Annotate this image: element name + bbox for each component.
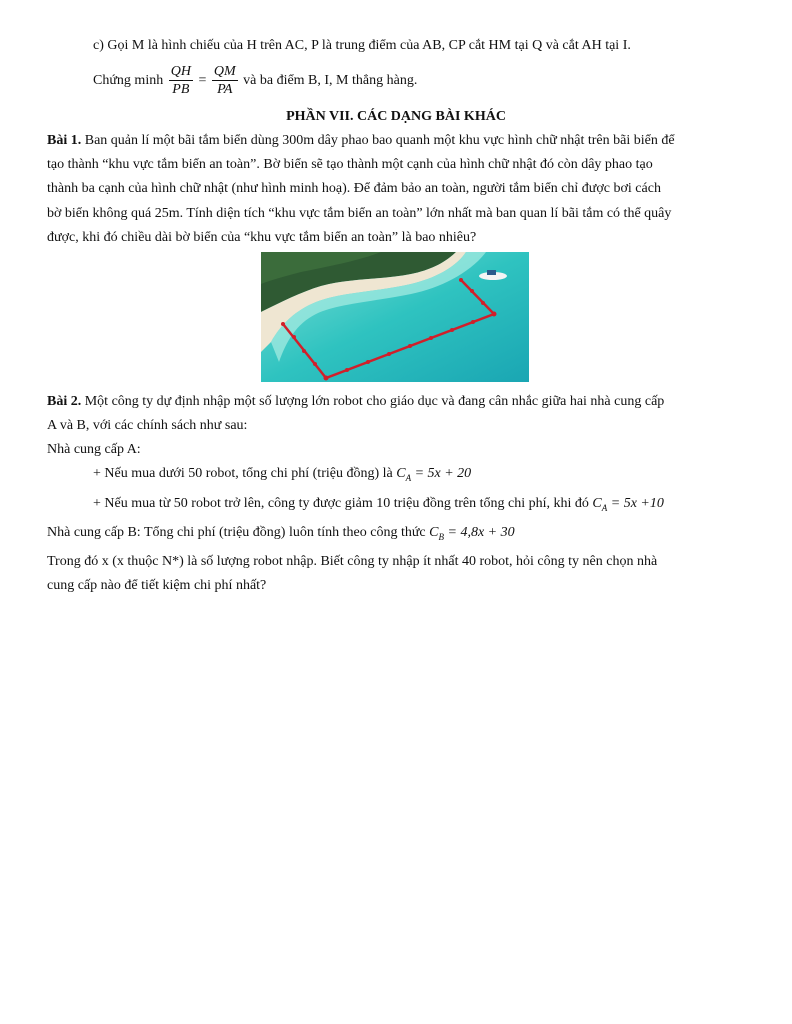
supplier-b-text: Nhà cung cấp B: Tổng chi phí (triệu đồng) luôn tính theo công thức [47,525,426,540]
part-c-line1: c) Gọi M là hình chiếu của H trên AC, P là trung điểm của AB, CP cắt HM tại Q và cắt AH tại I. [93,38,631,53]
bai2-label: Bài 2. [47,394,82,409]
bai1-line2: tạo thành “khu vực tắm biển an toàn”. Bờ biển sẽ tạo thành một cạnh của hình chữ nhật đó còn dây phao tạo [47,157,653,172]
supplier-a-heading: Nhà cung cấp A: [47,442,141,457]
a-rule1-formula: $C_A = 5x + 20$ [396,466,472,483]
frac2-denominator: PA [217,82,233,98]
bai2-line2: A và B, với các chính sách như sau: [47,418,248,433]
fraction-qh-pb [169,63,193,98]
part-c-prove-line [93,62,417,100]
bai1-line5: được, khi đó chiều dài bờ biển của “khu vực tắm biển an toàn” là bao nhiêu? [47,230,477,245]
a-rule2-text: + Nếu mua từ 50 robot trở lên, công ty được giảm 10 triệu đồng trên tổng chi phí, khi đó [93,496,589,511]
beach-illustration [261,252,529,382]
bai1-line1 [47,132,675,150]
frac1-denominator: PB [172,82,190,98]
bai1-line3: thành ba cạnh của hình chữ nhật (như hình minh hoạ). Để đảm bảo an toàn, người tắm biển chỉ được bơi cách [47,181,661,196]
supplier-a-rule2 [93,495,664,517]
frac2-numerator: QM [213,64,236,80]
a-rule2-formula: $C_A = 5x +10$ [592,496,664,513]
bai1-line4: bờ biển không quá 25m. Tính diện tích “khu vực tắm biển an toàn” lớn nhất mà ban quan lí bãi tắm có thể quây [47,206,672,221]
prove-prefix: Chứng minh [93,73,164,88]
supplier-b-line [47,524,515,546]
question-line2: cung cấp nào để tiết kiệm chi phí nhất? [47,578,267,593]
bai2-line1 [47,393,664,411]
supplier-a-rule1 [93,465,471,487]
prove-suffix: và ba điểm B, I, M thẳng hàng. [243,73,418,88]
bai2-text-0: Một công ty dự định nhập một số lượng lớn robot cho giáo dục và đang cân nhắc giữa hai nhà cung cấp [81,394,665,409]
frac1-numerator: QH [170,64,191,80]
a-rule1-text: + Nếu mua dưới 50 robot, tổng chi phí (triệu đồng) là [93,466,393,481]
bai1-text-0: Ban quản lí một bãi tắm biển dùng 300m dây phao bao quanh một khu vực hình chữ nhật trên bãi biển để [81,133,675,148]
b-formula: $C_B = 4,8x + 30$ [429,525,515,542]
equals-sign: = [198,73,207,88]
question-line1: Trong đó x (x thuộc N*) là số lượng robot nhập. Biết công ty nhập ít nhất 40 robot, hỏi công ty nên chọn nhà [47,554,658,569]
section-title: PHẦN VII. CÁC DẠNG BÀI KHÁC [286,109,506,124]
bai1-label: Bài 1. [47,133,82,148]
fraction-qm-pa [212,63,238,98]
